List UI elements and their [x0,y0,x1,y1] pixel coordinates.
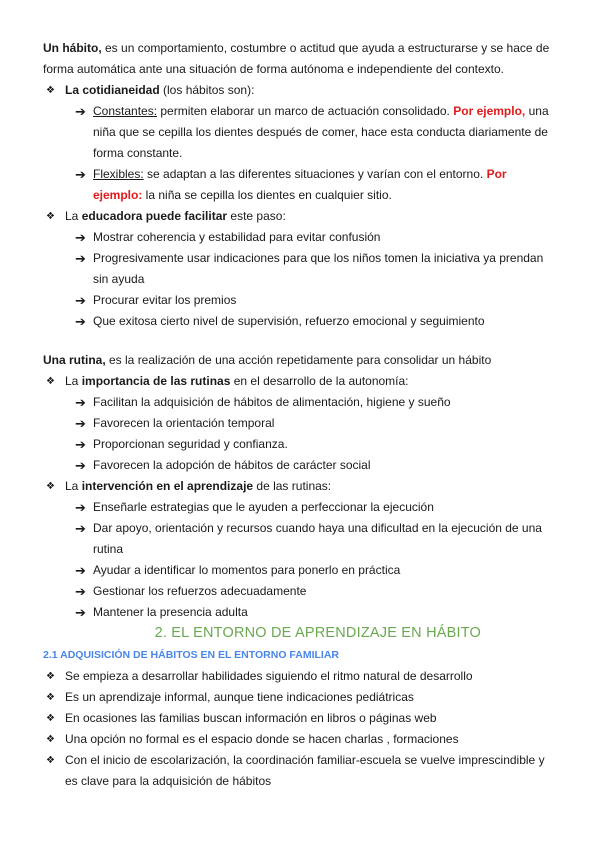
bullet-intervencion [0,476,600,497]
entorno-section [0,622,600,792]
list-item-text: Una opción no formal es el espacio donde se hacen charlas , formaciones [65,732,459,746]
list-item [0,729,600,750]
habito-definition [0,38,600,80]
list-item [0,413,600,434]
list-item [0,560,600,581]
diamond-bullet-icon: ❖ [46,481,55,492]
list-item-text: Mantener la presencia adulta [93,605,248,619]
diamond-bullet-icon: ❖ [46,692,55,703]
list-item-text: Gestionar los refuerzos adecuadamente [93,584,307,598]
list-item-text: Enseñarle estrategias que le ayuden a perfeccionar la ejecución [93,500,434,514]
arrow-bullet-icon: ➔ [75,104,86,119]
intervencion-pre: La [65,479,82,493]
list-item-text: Favorecen la orientación temporal [93,416,275,430]
arrow-bullet-icon: ➔ [75,605,86,620]
label-constantes: Constantes: [93,104,158,118]
example-label: Por ejemplo: [93,167,507,202]
importancia-rest: en el desarrollo de la autonomía: [230,374,409,388]
arrow-bullet-icon: ➔ [75,563,86,578]
list-item-text: En ocasiones las familias buscan información en libros o páginas web [65,711,437,725]
cotidianeidad-rest: (los hábitos son): [159,83,255,97]
sub-bullet-constantes [0,101,600,164]
example-label: Por ejemplo, [453,104,526,118]
list-item [0,497,600,518]
rutina-section [0,350,600,623]
importancia-pre: La [65,374,82,388]
list-item-text: Proporcionan seguridad y confianza. [93,437,288,451]
arrow-bullet-icon: ➔ [75,251,86,266]
bullet-importancia [0,371,600,392]
arrow-bullet-icon: ➔ [75,230,86,245]
list-item [0,311,600,332]
list-item [0,227,600,248]
diamond-bullet-icon: ❖ [46,734,55,745]
list-item [0,581,600,602]
list-item-text: Con el inicio de escolarización, la coordinación familiar-escuela se vuelve imprescindible y es clave para la adquisición de hábitos [65,753,545,788]
list-item [0,687,600,708]
arrow-bullet-icon: ➔ [75,521,86,536]
term-rutina: Una rutina, [43,353,106,367]
list-item [0,434,600,455]
section-heading: 2. EL ENTORNO DE APRENDIZAJE EN HÁBITO [154,625,481,641]
rutina-text: es la realización de una acción repetidamente para consolidar un hábito [105,353,492,367]
arrow-bullet-icon: ➔ [75,500,86,515]
list-item [0,750,600,792]
habito-text: es un comportamiento, costumbre o actitud que ayuda a estructurarse y se hace de forma automática ante una situación de forma autónoma e independiente del contexto. [43,41,550,76]
list-item-text: Es un aprendizaje informal, aunque tiene indicaciones pediátricas [65,690,414,704]
term-educadora: educadora puede facilitar [81,209,228,223]
diamond-bullet-icon: ❖ [46,755,55,766]
bullet-educadora [0,206,600,227]
diamond-bullet-icon: ❖ [46,713,55,724]
term-cotidianeidad: La cotidianeidad [65,83,160,97]
arrow-bullet-icon: ➔ [75,437,86,452]
arrow-bullet-icon: ➔ [75,584,86,599]
list-item-text: Favorecen la adopción de hábitos de carácter social [93,458,371,472]
diamond-bullet-icon: ❖ [46,85,55,96]
section-subheading: 2.1 ADQUISICIÓN DE HÁBITOS EN EL ENTORNO FAMILIAR [43,649,339,661]
list-item-text: Se empieza a desarrollar habilidades siguiendo el ritmo natural de desarrollo [65,669,473,683]
list-item-text: Que exitosa cierto nivel de supervisión, refuerzo emocional y seguimiento [93,314,485,328]
habito-section [0,38,600,332]
example-text: la niña se cepilla los dientes en cualquier sitio. [142,188,392,202]
list-item [0,708,600,729]
list-item-text: Ayudar a identificar lo momentos para ponerlo en práctica [93,563,401,577]
diamond-bullet-icon: ❖ [46,671,55,682]
arrow-bullet-icon: ➔ [75,314,86,329]
diamond-bullet-icon: ❖ [46,376,55,387]
flexibles-text: se adaptan a las diferentes situaciones y varían con el entorno. [143,167,487,181]
example-text: una niña que se cepilla los dientes después de comer, hace esta conducta diariamente de forma constante. [93,104,549,160]
constantes-text: permiten elaborar un marco de actuación consolidado. [157,104,454,118]
list-item-text: Progresivamente usar indicaciones para que los niños tomen la iniciativa ya prendan sin ayuda [93,251,544,286]
list-item-text: Mostrar coherencia y estabilidad para evitar confusión [93,230,381,244]
arrow-bullet-icon: ➔ [75,458,86,473]
sub-bullet-flexibles [0,164,600,206]
list-item [0,602,600,623]
list-item-text: Dar apoyo, orientación y recursos cuando haya una dificultad en la ejecución de una rutina [93,521,542,556]
list-item [0,392,600,413]
list-item [0,666,600,687]
arrow-bullet-icon: ➔ [75,416,86,431]
list-item [0,248,600,290]
diamond-bullet-icon: ❖ [46,211,55,222]
list-item-text: Facilitan la adquisición de hábitos de alimentación, higiene y sueño [93,395,451,409]
label-flexibles: Flexibles: [93,167,144,181]
educadora-rest: este paso: [227,209,286,223]
list-item-text: Procurar evitar los premios [93,293,237,307]
list-item [0,455,600,476]
arrow-bullet-icon: ➔ [75,167,86,182]
intervencion-rest: de las rutinas: [253,479,332,493]
arrow-bullet-icon: ➔ [75,293,86,308]
educadora-pre: La [65,209,82,223]
rutina-definition [0,350,600,371]
list-item [0,290,600,311]
term-habito: Un hábito, [43,41,102,55]
arrow-bullet-icon: ➔ [75,395,86,410]
term-intervencion: intervención en el aprendizaje [81,479,254,493]
bullet-cotidianeidad [0,80,600,101]
term-importancia: importancia de las rutinas [81,374,231,388]
list-item [0,518,600,560]
